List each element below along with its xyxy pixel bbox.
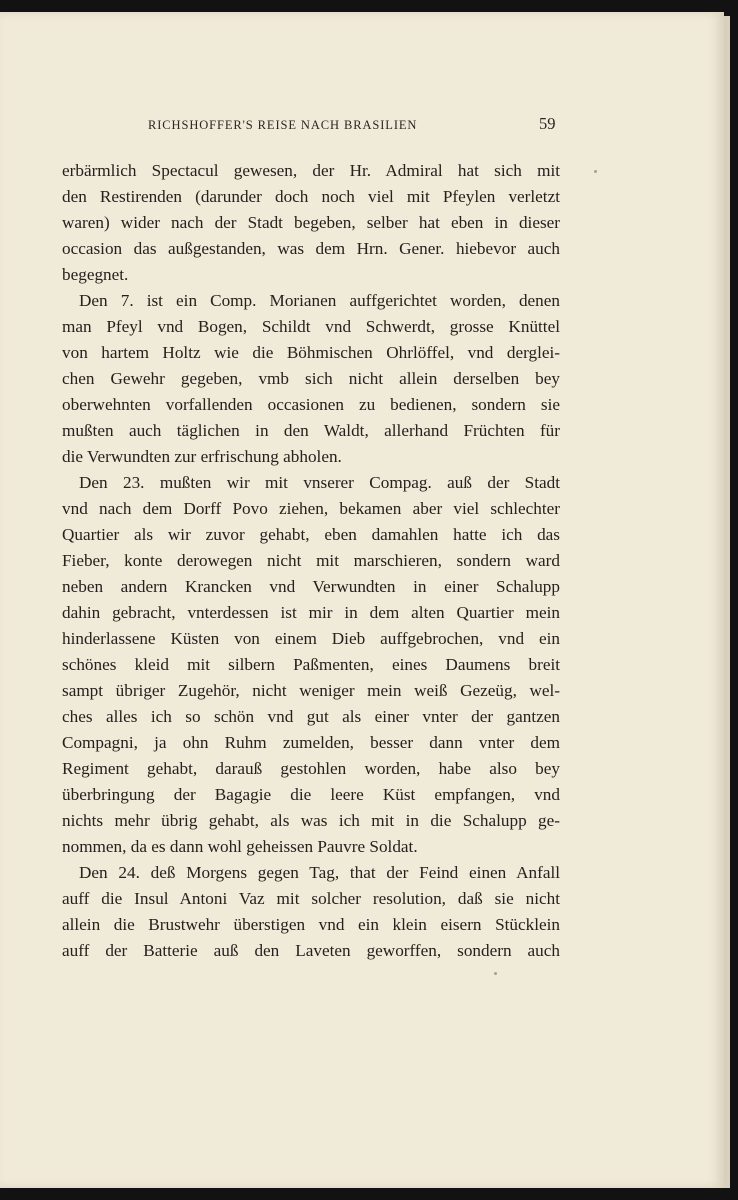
book-page <box>0 12 724 1188</box>
paper-speck <box>594 170 597 173</box>
paragraph-start-line: Den 23. mußten wir mit vnserer Compag. auß der Stadt <box>79 473 560 492</box>
text-line: den Restirenden (darunder doch noch viel mit Pfeylen verletzt <box>62 187 560 206</box>
paper-speck <box>494 972 497 975</box>
text-line: mußten auch täglichen in den Waldt, allerhand Früchten für <box>62 421 560 440</box>
text-line: die Verwundten zur erfrischung abholen. <box>62 447 342 466</box>
text-line: erbärmlich Spectacul gewesen, der Hr. Admiral hat sich mit <box>62 161 560 180</box>
text-line: hinderlassene Küsten von einem Dieb auffgebrochen, vnd ein <box>62 629 560 648</box>
text-line: Compagni, ja ohn Ruhm zumelden, besser dann vnter dem <box>62 733 560 752</box>
paragraph-start-line: Den 7. ist ein Comp. Morianen auffgerichtet worden, denen <box>79 291 560 310</box>
paragraph-start-line: Den 24. deß Morgens gegen Tag, that der Feind einen Anfall <box>79 863 560 882</box>
text-line: auff der Batterie auß den Laveten geworffen, sondern auch <box>62 941 560 960</box>
page-edge <box>724 16 730 1188</box>
running-title: RICHSHOFFER'S REISE NACH BRASILIEN <box>148 118 418 132</box>
text-line: Fieber, konte derowegen nicht mit marschieren, sondern ward <box>62 551 560 570</box>
text-line: vnd nach dem Dorff Povo ziehen, bekamen aber viel schlechter <box>62 499 560 518</box>
text-line: occasion das außgestanden, was dem Hrn. Gener. hiebevor auch <box>62 239 560 258</box>
text-line: Quartier als wir zuvor gehabt, eben damahlen hatte ich das <box>62 525 560 544</box>
text-line: sampt übriger Zugehör, nicht weniger mein weiß Gezeüg, wel- <box>62 681 560 700</box>
text-line: waren) wider nach der Stadt begeben, selber hat eben in dieser <box>62 213 560 232</box>
text-line: begegnet. <box>62 265 129 284</box>
text-line: überbringung der Bagagie die leere Küst empfangen, vnd <box>62 785 560 804</box>
text-line: oberwehnten vorfallenden occasionen zu bedienen, sondern sie <box>62 395 560 414</box>
text-line: auff die Insul Antoni Vaz mit solcher resolution, daß sie nicht <box>62 889 560 908</box>
text-line: allein die Brustwehr überstigen vnd ein klein eisern Stücklein <box>62 915 560 934</box>
body-text <box>0 12 724 1188</box>
text-line: ches alles ich so schön vnd gut als einer vnter der gantzen <box>62 707 560 726</box>
text-line: neben andern Krancken vnd Verwundten in einer Schalupp <box>62 577 560 596</box>
text-line: Regiment gehabt, darauß gestohlen worden, habe also bey <box>62 759 560 778</box>
text-line: schönes kleid mit silbern Paßmenten, eines Daumens breit <box>62 655 560 674</box>
text-line: dahin gebracht, vnterdessen ist mir in dem alten Quartier mein <box>62 603 560 622</box>
text-line: man Pfeyl vnd Bogen, Schildt vnd Schwerdt, grosse Knüttel <box>62 317 560 336</box>
text-line: nichts mehr übrig gehabt, als was ich mit in die Schalupp ge- <box>62 811 560 830</box>
text-line: von hartem Holtz wie die Böhmischen Ohrlöffel, vnd derglei- <box>62 343 560 362</box>
text-line: chen Gewehr gegeben, vmb sich nicht allein derselben bey <box>62 369 560 388</box>
page-number: 59 <box>539 114 556 133</box>
text-line: nommen, da es dann wohl geheissen Pauvre Soldat. <box>62 837 418 856</box>
